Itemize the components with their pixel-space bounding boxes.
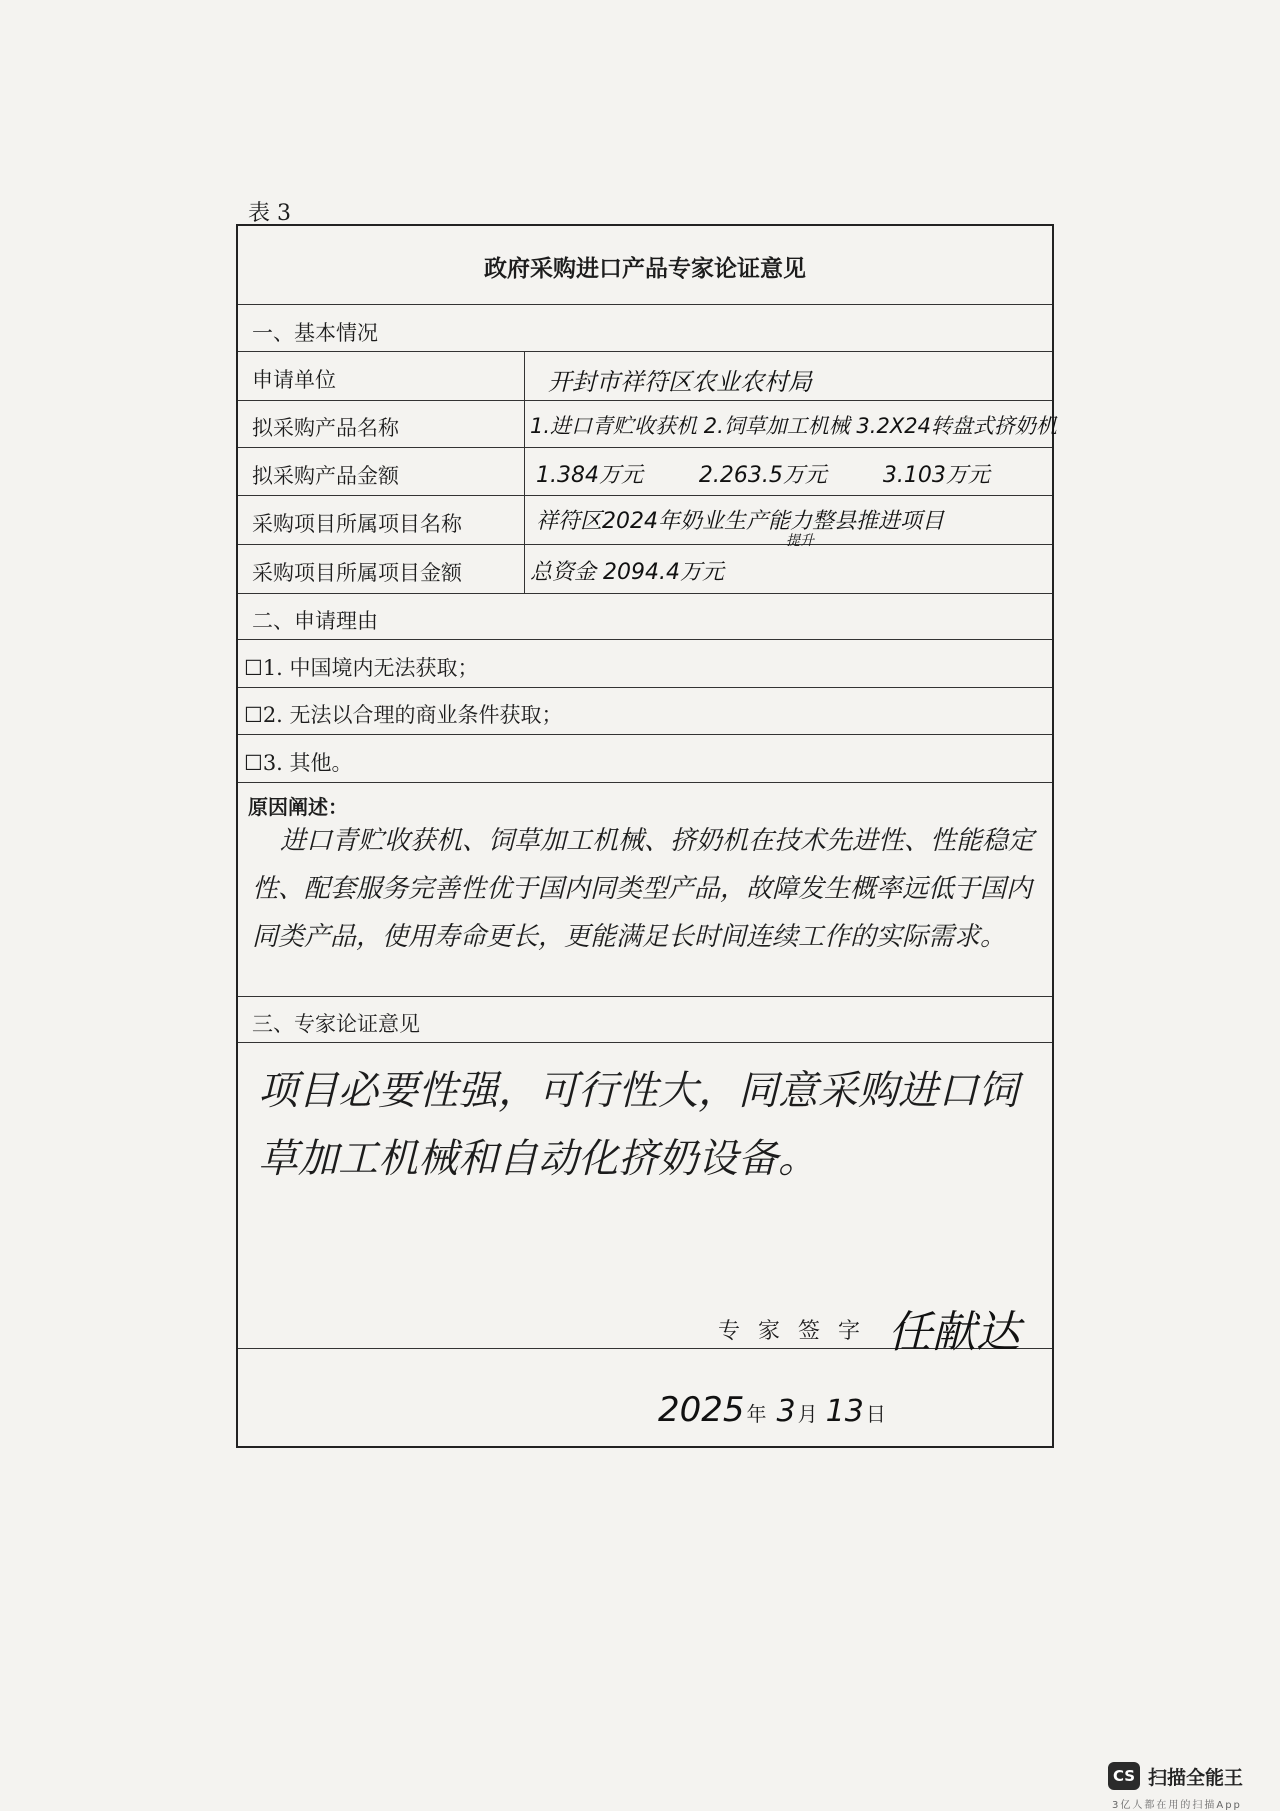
reason-explain-text: 进口青贮收获机、饲草加工机械、挤奶机在技术先进性、性能稳定性、配套服务完善性优于国内同类型产品，故障发生概率远低于国内同类产品，使用寿命更长，更能满足长时间连续工作的实际需求。 [252,826,1035,952]
field-row [238,448,1052,496]
reason-explain-row [238,783,1052,997]
date-month-unit: 月 [797,1402,818,1426]
reason-row [238,735,1052,783]
field-value: 开封市祥符区农业农村局 [548,368,812,396]
reason-option: ☐3. 其他。 [244,751,353,775]
expert-opinion-text: 项目必要性强，可行性大，同意采购进口饲草加工机械和自动化挤奶设备。 [258,1068,1018,1182]
date-year-unit: 年 [746,1402,767,1426]
section3-header-row [238,997,1052,1043]
expert-signature: 任献达 [888,1307,1020,1358]
date-day-unit: 日 [865,1402,886,1426]
date-day: 13 [825,1394,864,1429]
title-row [238,226,1052,305]
reason-option: ☐1. 中国境内无法获取； [244,656,479,680]
reason-option: ☐2. 无法以合理的商业条件获取； [244,703,563,727]
field-value: 总资金 2094.4万元 [530,560,724,585]
date-year: 2025 [658,1390,745,1430]
field-value: 祥符区2024年奶业生产能力整县推进项目 [536,509,944,534]
section1-header: 一、基本情况 [252,321,378,345]
date [658,1390,886,1430]
section1-header-row [238,305,1052,352]
date-month: 3 [776,1394,796,1429]
section2-header-row [238,594,1052,640]
field-row [238,352,1052,401]
table-label: 表 3 [248,201,291,226]
section3-header: 三、专家论证意见 [252,1012,420,1036]
signature-label: 专家签字 [718,1319,879,1344]
field-value: 1.384万元 2.263.5万元 3.103万元 [536,463,990,488]
field-label: 采购项目所属项目金额 [252,561,462,585]
cs-logo-icon: CS [1108,1762,1140,1790]
column-divider [524,352,525,594]
form-table [236,224,1057,1448]
field-label: 拟采购产品金额 [252,464,399,488]
watermark-tagline: 3亿人都在用的扫描App [1112,1800,1242,1811]
field-row [238,496,1052,549]
field-label: 申请单位 [252,368,336,392]
field-label: 采购项目所属项目名称 [252,512,462,536]
watermark-name: 扫描全能王 [1148,1766,1244,1789]
form-title: 政府采购进口产品专家论证意见 [484,255,806,282]
field-label: 拟采购产品名称 [252,416,399,440]
reason-row [238,640,1052,688]
reason-explain-label: 原因阐述： [248,795,348,819]
field-row [238,545,1052,594]
section2-header: 二、申请理由 [252,609,378,633]
field-annotation: 提升 [786,533,814,549]
scanner-watermark [1108,1762,1243,1790]
field-row [238,401,1057,448]
reason-row [238,688,1052,735]
field-value: 1.进口青贮收获机 2.饲草加工机械 3.2X24转盘式挤奶机 [530,414,1057,438]
